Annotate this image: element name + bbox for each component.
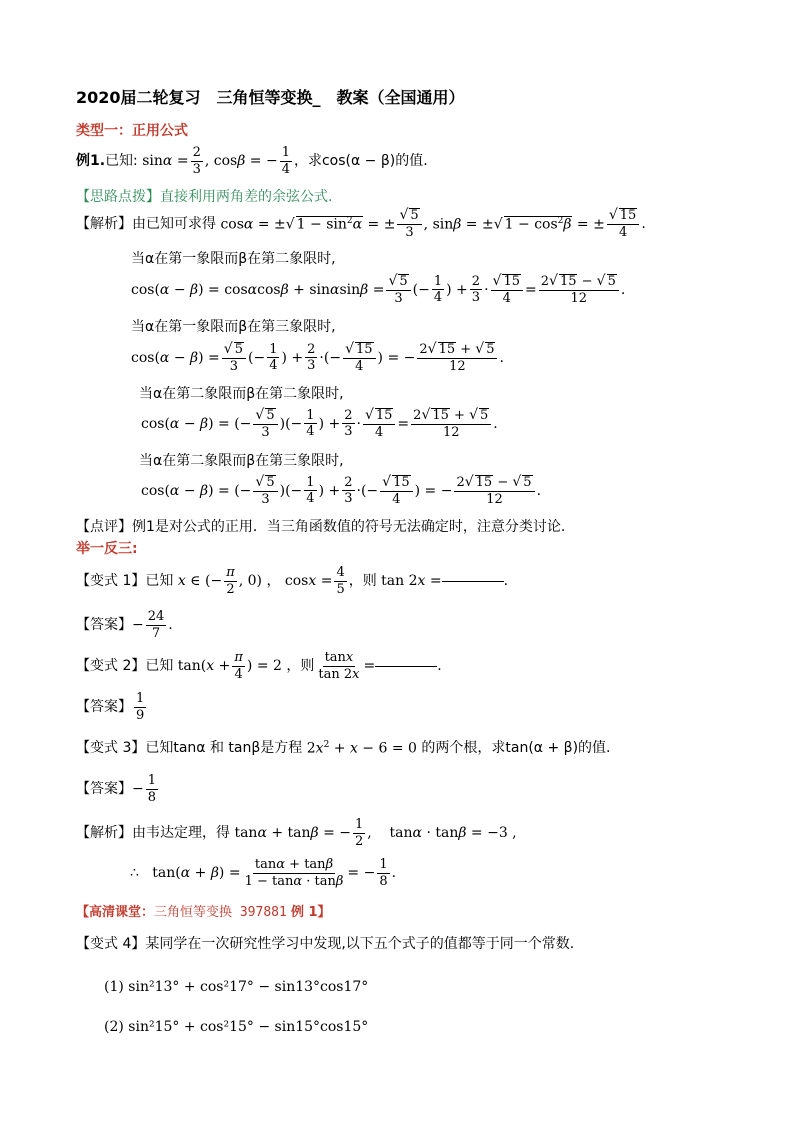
variant-3-text-b: 的两个根，求tan(α + β)的值. bbox=[421, 740, 611, 757]
variant-1-label: 【变式 1】 bbox=[76, 573, 146, 590]
example-1-label: 例1. bbox=[76, 153, 106, 170]
comment-text: 例1是对公式的正用．当三角函数值的符号无法确定时，注意分类讨论. bbox=[132, 519, 566, 535]
variant-3-answer-label: 【答案】 bbox=[76, 781, 132, 798]
variant-3-question: 【变式 3】 已知tanα 和 tanβ是方程 $2x^2 + x - 6 = 0$ 的两个根，求tan(α + β)的值. bbox=[76, 740, 611, 757]
hd-class-label: 【高清课堂： bbox=[76, 905, 155, 920]
variant-1-text: 已知 bbox=[145, 573, 174, 590]
variant-3-solution-text: 由韦达定理，得 bbox=[132, 825, 230, 842]
variant-2-text: 已知 bbox=[145, 658, 174, 675]
hd-class-topic: 三角恒等变换 bbox=[154, 905, 233, 920]
example-1-comment bbox=[76, 520, 565, 534]
example-1-solution-line1: 【解析】 由已知可求得 cosα = ±√ $1 - \sin^2\alpha$ = ± $\frac{√ 5}{3}$ , sinβ = ±√ $1 - \cos^2\beta$ = ± $\frac{√ 15}{4}$ . bbox=[76, 207, 646, 240]
case-1-formula: cos(α − β) = cosαcosβ + sinαsinβ = $\frac{√ 5}{3}$ (− $\frac{1}{4}$ ) + $\frac{2}{3}$ · $\frac{√ 15}{4}$ = $\frac{2√ 15 - √ 5}{12}$ . bbox=[131, 273, 626, 306]
variant-2-answer-label: 【答案】 bbox=[76, 699, 132, 716]
variant-4-label: 【变式 4】 bbox=[76, 936, 146, 952]
case-4-formula: cos(α − β) = (− $\frac{√ 5}{3}$ )(− $\frac{1}{4}$ ) + $\frac{2}{3}$ ·(− $\frac{√ 15}{4}$ ) = − $\frac{2√ 15 - √ 5}{12}$ . bbox=[141, 474, 542, 507]
hd-class-reference bbox=[76, 906, 331, 919]
variant-2-answer: 【答案】 $\frac{1}{9}$ bbox=[76, 691, 145, 723]
case-4-text: 当α在第二象限而β在第三象限时, bbox=[139, 453, 344, 469]
hd-class-code: 397881 bbox=[239, 905, 287, 920]
example-1-question-suffix: 求cos(α − β)的值. bbox=[307, 153, 428, 170]
variant-3-solution: 【解析】 由韦达定理，得 tanα + tanβ = − $\frac{1}{2}$ , tanα · tanβ = −3 , bbox=[76, 817, 517, 849]
hint-text: 直接利用两角差的余弦公式. bbox=[160, 189, 333, 205]
practice-heading: 举一反三: bbox=[76, 541, 138, 557]
variant-1-answer-label: 【答案】 bbox=[76, 617, 132, 634]
variant-3-answer: 【答案】 − $\frac{1}{8}$ bbox=[76, 773, 157, 805]
example-1-hint bbox=[76, 190, 332, 204]
hd-class-example: 例 1】 bbox=[290, 905, 331, 920]
case-1-text: 当α在第一象限而β在第二象限时, bbox=[131, 251, 336, 267]
hint-label: 【思路点拨】 bbox=[76, 189, 160, 205]
variant-1-question: 【变式 1】 已知 x ∈ (− $\frac{\pi}{2}$ , 0) ， cosx = $\frac{4}{5}$ ，则 tan 2x = . bbox=[76, 565, 509, 597]
section-heading-type1: 类型一：正用公式 bbox=[76, 123, 188, 139]
variant-1-answer: 【答案】 − $\frac{24}{7}$ . bbox=[76, 609, 173, 641]
variant-3-text-a: 已知tanα 和 tanβ是方程 bbox=[145, 740, 303, 757]
variant-3-solution-label: 【解析】 bbox=[76, 825, 132, 842]
example-1-question: 例1. 已知: sinα = $\frac{2}{3}$ , cosβ = − $\frac{1}{4}$ ， 求cos(α − β)的值. bbox=[76, 145, 428, 177]
variant-2-question: 【变式 2】 已知 tan(x + $\frac{\pi}{4}$ ) = 2 ，则 $\frac{\tan x}{\tan 2x}$ = . bbox=[76, 650, 442, 682]
solution-intro: 由已知可求得 bbox=[132, 215, 216, 232]
variant-3-result: ∴ tan(α + β) = $\frac{\tan\alpha + \tan\beta}{1 - \tan\alpha \cdot \tan\beta}$ = − $\frac{1}{8}$ . bbox=[130, 857, 397, 889]
comment-label: 【点评】 bbox=[76, 519, 132, 535]
variant-3-label: 【变式 3】 bbox=[76, 740, 146, 757]
case-3-formula: cos(α − β) = (− $\frac{√ 5}{3}$ )(− $\frac{1}{4}$ ) + $\frac{2}{3}$ · $\frac{√ 15}{4}$ = $\frac{2√ 15 + √ 5}{12}$ . bbox=[141, 407, 498, 440]
case-2-formula: cos(α − β) = $\frac{√ 5}{3}$ (− $\frac{1}{4}$ ) + $\frac{2}{3}$ ·(− $\frac{√ 15}{4}$ ) = − $\frac{2√ 15 + √ 5}{12}$ . bbox=[131, 341, 504, 374]
variant-4-item-2: (2) sin²15° + cos²15° − sin15°cos15° bbox=[104, 1019, 369, 1035]
variant-4-item-1: (1) sin²13° + cos²17° − sin13°cos17° bbox=[104, 979, 369, 995]
example-1-prefix: 已知: bbox=[105, 153, 138, 170]
page-title: 2020届二轮复习 三角恒等变换_ 教案（全国通用） bbox=[76, 88, 465, 107]
case-3-text: 当α在第二象限而β在第二象限时, bbox=[139, 386, 344, 402]
variant-4-question bbox=[76, 937, 574, 951]
solution-label: 【解析】 bbox=[76, 215, 132, 232]
case-2-text: 当α在第一象限而β在第三象限时, bbox=[131, 319, 336, 335]
variant-4-text: 某同学在一次研究性学习中发现,以下五个式子的值都等于同一个常数. bbox=[145, 936, 575, 952]
variant-2-label: 【变式 2】 bbox=[76, 658, 146, 675]
